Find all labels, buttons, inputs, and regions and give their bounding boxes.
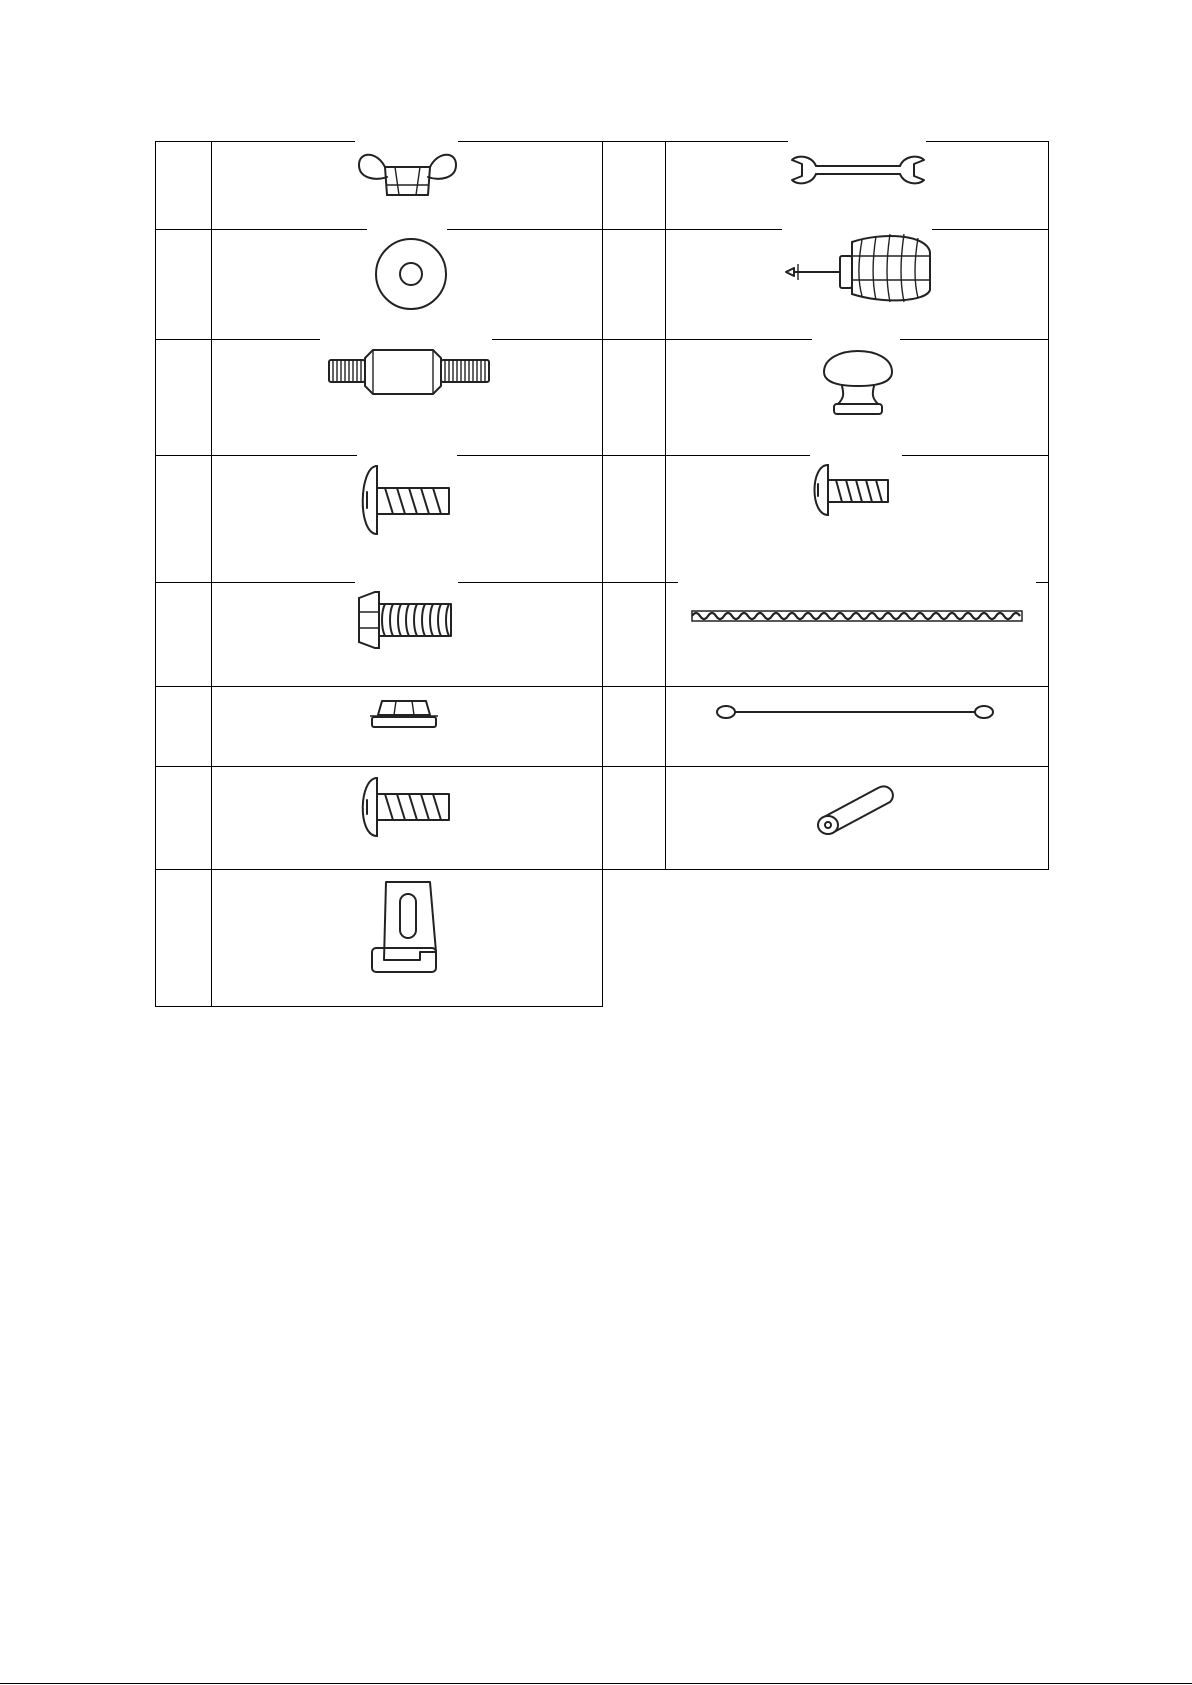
- table-border-right: [1048, 141, 1049, 869]
- table-divider-index-left: [211, 141, 212, 1007]
- table-row-line: [155, 339, 1049, 340]
- mask: [810, 453, 902, 458]
- wing-nut-icon: [355, 145, 460, 205]
- mask: [367, 227, 447, 232]
- mask: [320, 337, 492, 342]
- table-row-line: [155, 686, 1049, 687]
- wire-cable-with-eyelets-icon: [712, 700, 998, 724]
- wooden-dowel-icon: [812, 778, 902, 838]
- shelf-support-clip-icon: [368, 878, 448, 978]
- table-divider-center: [602, 141, 603, 1007]
- mask: [678, 580, 1036, 585]
- flat-washer-icon: [371, 235, 451, 315]
- pan-head-screw-large-icon: [355, 462, 455, 538]
- table-divider-index-right: [665, 141, 666, 869]
- table-border-left: [155, 141, 156, 1007]
- mask: [788, 139, 926, 144]
- pan-head-screw-icon: [355, 774, 455, 840]
- threaded-coupling-bolt-icon: [325, 346, 493, 398]
- table-row-line: [155, 455, 1049, 456]
- phillips-screwdriver-icon: [782, 232, 934, 302]
- flange-nut-icon: [368, 697, 440, 733]
- mask: [355, 580, 458, 585]
- open-end-wrench-icon: [788, 152, 928, 188]
- page-footer-rule: [0, 1683, 1192, 1684]
- table-border-bottom-left: [155, 1006, 603, 1007]
- table-row-line: [155, 766, 1049, 767]
- mask: [357, 453, 457, 458]
- threaded-rod-icon: [690, 608, 1024, 624]
- cabinet-knob-icon: [818, 342, 898, 418]
- mask: [355, 139, 458, 144]
- pan-head-screw-small-icon: [808, 462, 892, 518]
- table-row-line: [155, 869, 1049, 870]
- hex-bolt-icon: [355, 590, 455, 650]
